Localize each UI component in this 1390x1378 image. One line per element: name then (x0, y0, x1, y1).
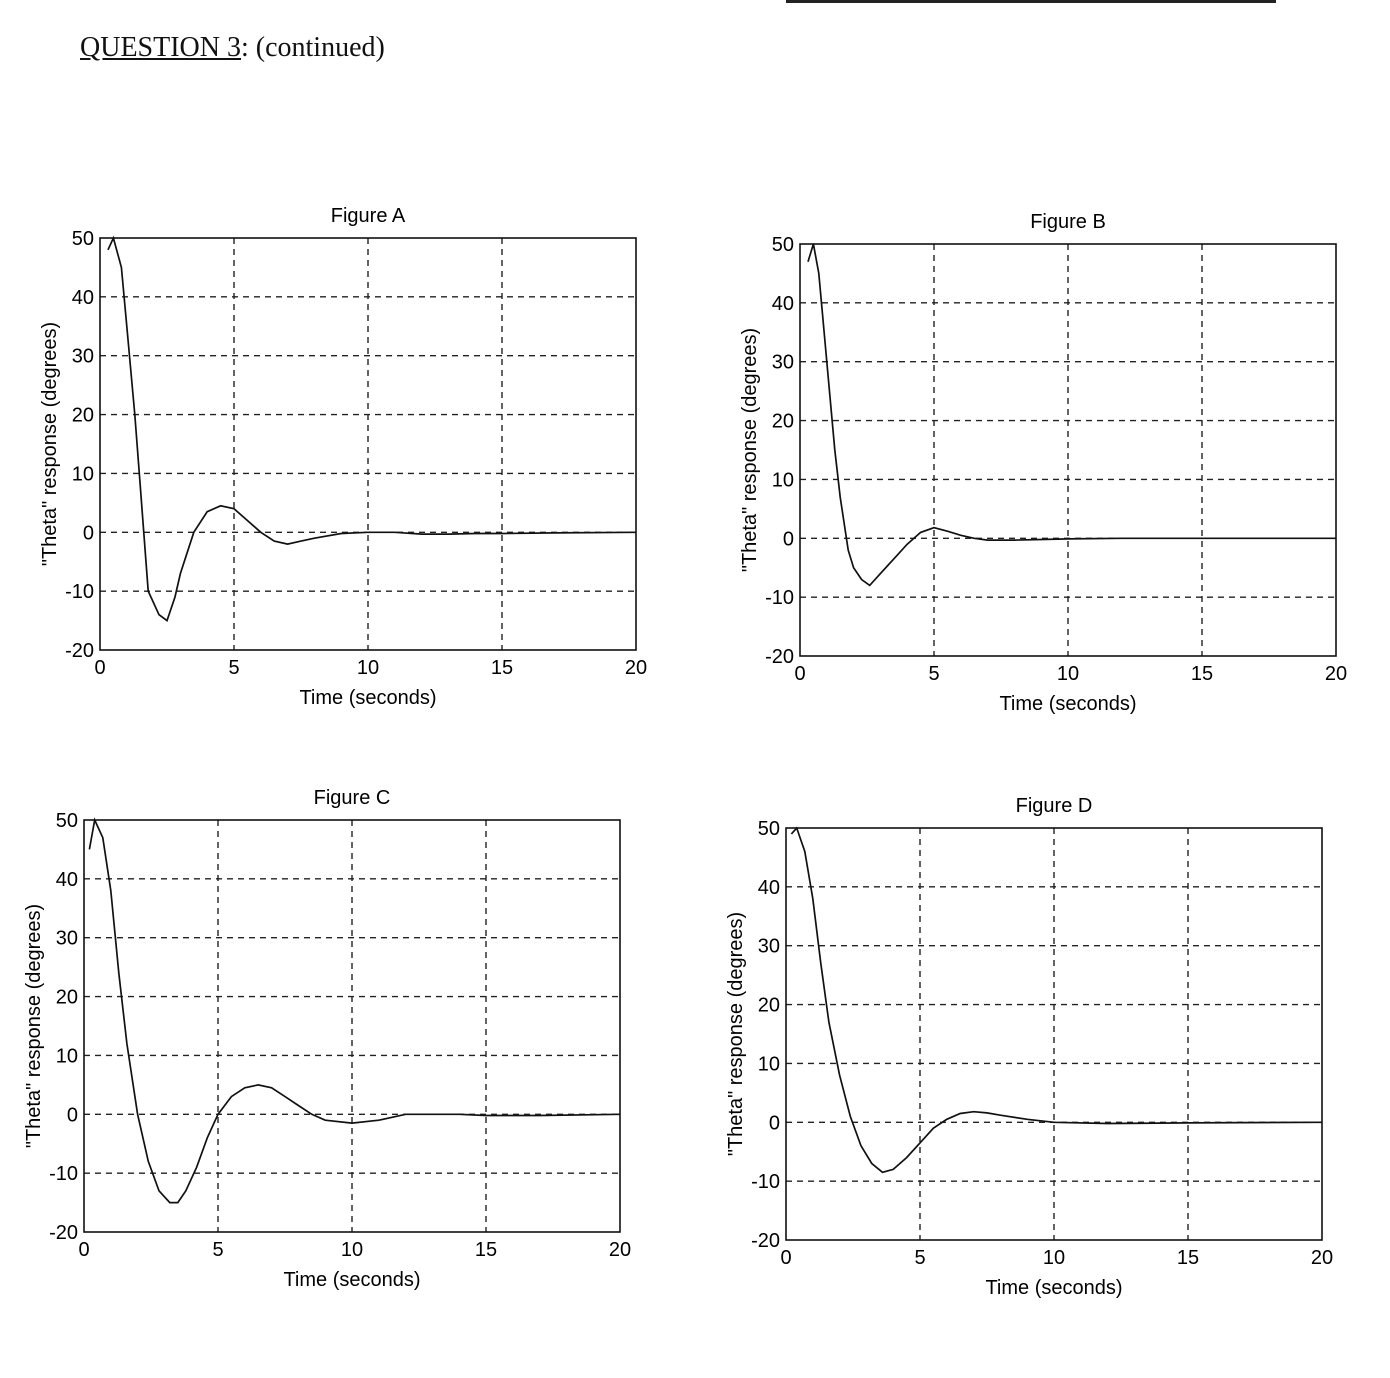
y-axis-label: "Theta" response (degrees) (725, 911, 747, 1157)
y-tick-label: 50 (757, 818, 780, 840)
y-tick-label: -20 (765, 646, 794, 668)
y-tick-label: 10 (757, 1053, 780, 1076)
x-tick-label: 10 (340, 1239, 364, 1261)
x-axis-label: Time (seconds) (999, 693, 1137, 715)
page-heading (80, 32, 385, 64)
y-axis-label: "Theta" response (degrees) (23, 903, 45, 1149)
figure-d-svg (716, 780, 1356, 1340)
plot-frame (84, 820, 620, 1232)
x-tick-label: 5 (914, 1247, 926, 1269)
y-axis-label: "Theta" response (degrees) (39, 321, 61, 567)
y-tick-label: 20 (55, 986, 78, 1009)
y-tick-label: 40 (71, 286, 94, 309)
x-axis-label: Time (seconds) (299, 687, 437, 709)
figure-a-title: Figure A (330, 205, 406, 227)
figure-a-svg (30, 190, 670, 750)
y-tick-label: -10 (765, 587, 794, 610)
figure-c-svg (14, 772, 654, 1332)
x-tick-label: 15 (1176, 1247, 1200, 1269)
y-tick-label: -10 (49, 1163, 78, 1186)
x-tick-label: 0 (794, 663, 806, 685)
y-tick-label: 50 (55, 810, 78, 832)
y-axis-label: "Theta" response (degrees) (739, 327, 761, 573)
theta-response-line (791, 828, 1322, 1172)
y-tick-label: -10 (65, 581, 94, 604)
y-tick-label: 40 (757, 876, 780, 899)
y-tick-label: -20 (65, 640, 94, 662)
y-tick-label: 10 (55, 1045, 78, 1068)
x-tick-label: 20 (1310, 1247, 1334, 1269)
x-tick-label: 0 (94, 657, 106, 679)
x-tick-label: 20 (624, 657, 648, 679)
x-tick-label: 15 (1190, 663, 1214, 685)
y-tick-label: -20 (751, 1230, 780, 1252)
figure-b-chart (730, 196, 1370, 761)
x-tick-label: 10 (1042, 1247, 1066, 1269)
x-tick-label: 10 (356, 657, 380, 679)
figure-b-svg (730, 196, 1370, 756)
y-tick-label: -20 (49, 1222, 78, 1244)
theta-response-line (89, 820, 620, 1203)
y-tick-label: 20 (71, 404, 94, 427)
top-rule (786, 0, 1276, 3)
question-number: QUESTION 3 (80, 32, 241, 63)
x-tick-label: 15 (474, 1239, 498, 1261)
x-tick-label: 5 (212, 1239, 224, 1261)
figure-c-title: Figure C (313, 787, 391, 809)
y-tick-label: 20 (757, 994, 780, 1017)
theta-response-line (108, 238, 636, 621)
y-tick-label: 0 (768, 1112, 780, 1135)
x-axis-label: Time (seconds) (985, 1277, 1123, 1299)
theta-response-line (808, 244, 1336, 585)
y-tick-label: 0 (82, 522, 94, 545)
figure-b-title: Figure B (1030, 211, 1106, 233)
y-tick-label: 50 (771, 234, 794, 256)
y-tick-label: 30 (71, 345, 94, 368)
y-tick-label: 20 (771, 410, 794, 433)
figure-a-chart (30, 190, 670, 755)
y-tick-label: 30 (55, 927, 78, 950)
y-tick-label: 50 (71, 228, 94, 250)
figure-d-chart (716, 780, 1356, 1345)
x-tick-label: 5 (228, 657, 240, 679)
x-tick-label: 20 (1324, 663, 1348, 685)
y-tick-label: 10 (771, 469, 794, 492)
figure-c-chart (14, 772, 654, 1337)
x-axis-label: Time (seconds) (283, 1269, 421, 1291)
y-tick-label: 40 (771, 292, 794, 315)
y-tick-label: 40 (55, 868, 78, 891)
x-tick-label: 15 (490, 657, 514, 679)
y-tick-label: 0 (782, 528, 794, 551)
figure-d-title: Figure D (1015, 795, 1093, 817)
y-tick-label: 10 (71, 463, 94, 486)
question-suffix: : (continued) (241, 32, 385, 63)
x-tick-label: 10 (1056, 663, 1080, 685)
x-tick-label: 5 (928, 663, 940, 685)
x-tick-label: 0 (780, 1247, 792, 1269)
plot-frame (800, 244, 1336, 656)
x-tick-label: 0 (78, 1239, 90, 1261)
plot-frame (786, 828, 1322, 1240)
x-tick-label: 20 (608, 1239, 632, 1261)
y-tick-label: 0 (66, 1104, 78, 1127)
y-tick-label: 30 (771, 351, 794, 374)
plot-frame (100, 238, 636, 650)
y-tick-label: -10 (751, 1171, 780, 1194)
y-tick-label: 30 (757, 935, 780, 958)
